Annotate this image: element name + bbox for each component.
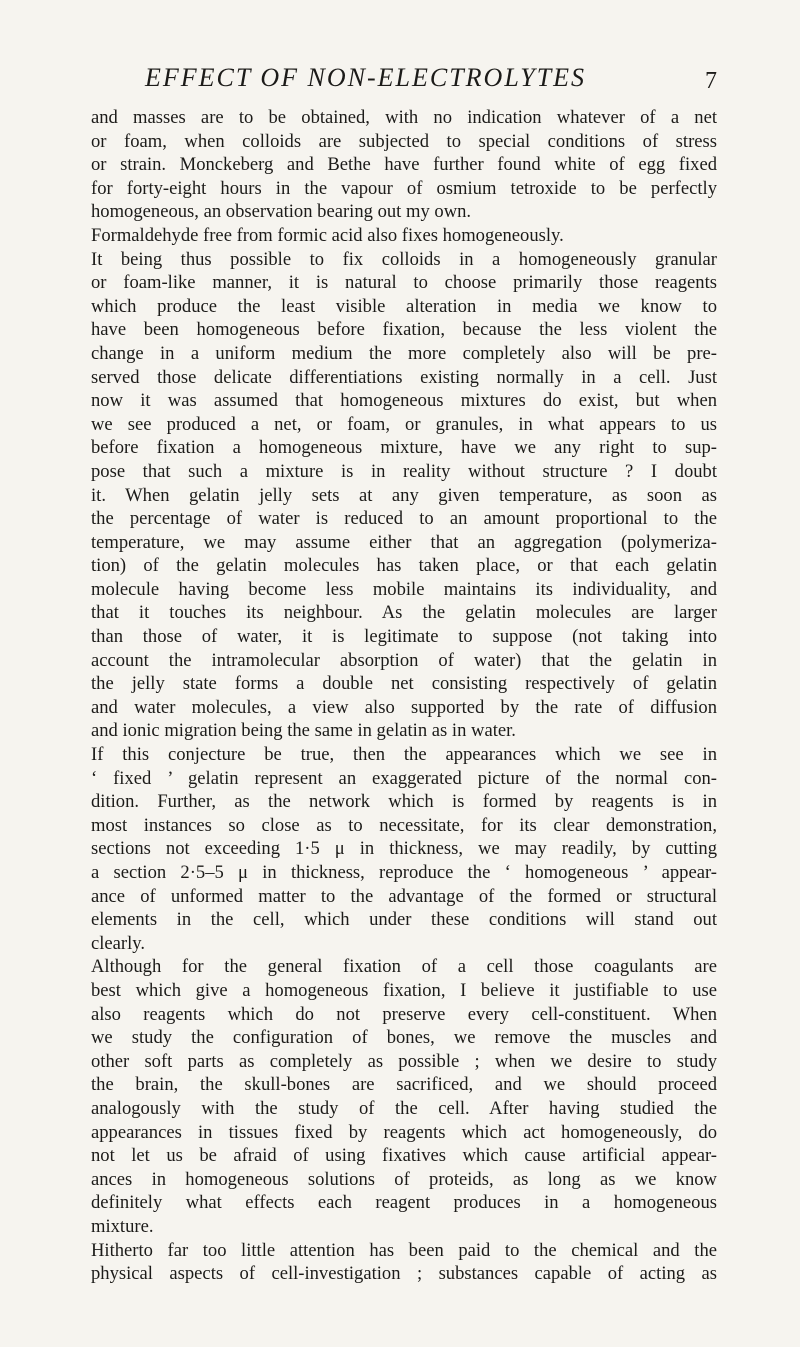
text-line: temperature, we may assume either that an aggregation (polymeriza-	[91, 531, 717, 553]
text-line: which produce the least visible alteration in media we know to	[91, 295, 717, 317]
running-title: EFFECT OF NON-ELECTROLYTES	[145, 63, 587, 92]
text-line: dition. Further, as the network which is formed by reagents is in	[91, 791, 717, 813]
text-line: and masses are to be obtained, with no indication whatever of a net	[91, 107, 717, 128]
text-line: analogously with the study of the cell. After having studied the	[91, 1097, 717, 1119]
text-line: a section 2·5–5 μ in thickness, reproduce the ‘ homogeneous ’ appear-	[91, 862, 717, 883]
text-line: the brain, the skull-bones are sacrificed, and we should proceed	[91, 1074, 717, 1096]
text-line: elements in the cell, which under these conditions will stand out	[91, 909, 717, 931]
text-line: Formaldehyde free from formic acid also fixes homogeneously.	[91, 224, 564, 246]
body-text	[91, 106, 717, 1286]
text-line: the percentage of water is reduced to an amount proportional to the	[91, 508, 717, 530]
text-line: pose that such a mixture is in reality without structure ? I doubt	[91, 460, 717, 482]
text-line: we see produced a net, or foam, or granules, in what appears to us	[91, 413, 717, 435]
text-line: or foam-like manner, it is natural to choose primarily those reagents	[91, 272, 717, 294]
text-line: homogeneous, an observation bearing out my own.	[91, 201, 472, 223]
text-line: that it touches its neighbour. As the gelatin molecules are larger	[91, 602, 717, 624]
text-line: molecule having become less mobile maintains its individuality, and	[91, 578, 717, 600]
text-line: definitely what effects each reagent produces in a homogeneous	[91, 1192, 717, 1214]
text-line: it. When gelatin jelly sets at any given temperature, as soon as	[91, 484, 717, 506]
text-line: mixture.	[91, 1215, 154, 1237]
text-line: ances in homogeneous solutions of proteids, as long as we know	[91, 1168, 717, 1190]
running-head	[95, 62, 717, 98]
text-line: Although for the general fixation of a cell those coagulants are	[91, 956, 717, 978]
text-line: than those of water, it is legitimate to suppose (not taking into	[91, 626, 717, 648]
text-line: or foam, when colloids are subjected to special conditions of stress	[91, 130, 717, 152]
text-line: for forty-eight hours in the vapour of osmium tetroxide to be perfectly	[91, 177, 717, 199]
text-line: now it was assumed that homogeneous mixtures do exist, but when	[91, 390, 717, 412]
text-line: change in a uniform medium the more completely also will be pre-	[91, 342, 717, 364]
page-number: 7	[705, 68, 717, 94]
text-line: clearly.	[91, 932, 146, 954]
text-line: not let us be afraid of using fixatives which cause artificial appear-	[91, 1145, 717, 1167]
text-line: most instances so close as to necessitate, for its clear demonstration,	[91, 814, 717, 836]
text-line: best which give a homogeneous fixation, I believe it justifiable to use	[91, 979, 717, 1001]
text-line: the jelly state forms a double net consisting respectively of gelatin	[91, 673, 717, 695]
text-line: physical aspects of cell-investigation ; substances capable of acting as	[91, 1263, 717, 1285]
text-line: ance of unformed matter to the advantage of the formed or structural	[91, 885, 717, 907]
text-line: also reagents which do not preserve every cell-constituent. When	[91, 1003, 717, 1025]
text-line: appearances in tissues fixed by reagents which act homogeneously, do	[91, 1121, 717, 1143]
text-line: and ionic migration being the same in gelatin as in water.	[91, 720, 516, 742]
text-line: served those delicate differentiations existing normally in a cell. Just	[91, 366, 717, 388]
text-line: and water molecules, a view also supported by the rate of diffusion	[91, 696, 717, 718]
text-line: account the intramolecular absorption of water) that the gelatin in	[91, 649, 717, 671]
text-line: If this conjecture be true, then the appearances which we see in	[91, 744, 717, 766]
text-line: ‘ fixed ’ gelatin represent an exaggerated picture of the normal con-	[91, 767, 717, 789]
text-line: tion) of the gelatin molecules has taken place, or that each gelatin	[91, 555, 717, 577]
text-line: It being thus possible to fix colloids in a homogeneously granular	[91, 248, 717, 270]
text-line: have been homogeneous before fixation, because the less violent the	[91, 319, 717, 341]
text-line: Hitherto far too little attention has been paid to the chemical and the	[91, 1239, 717, 1261]
text-line: before fixation a homogeneous mixture, have we any right to sup-	[91, 437, 717, 459]
text-line: sections not exceeding 1·5 μ in thickness, we may readily, by cutting	[91, 838, 717, 860]
text-line: we study the configuration of bones, we remove the muscles and	[91, 1027, 717, 1049]
text-line: or strain. Monckeberg and Bethe have further found white of egg fixed	[91, 154, 717, 176]
text-line: other soft parts as completely as possible ; when we desire to study	[91, 1050, 717, 1072]
